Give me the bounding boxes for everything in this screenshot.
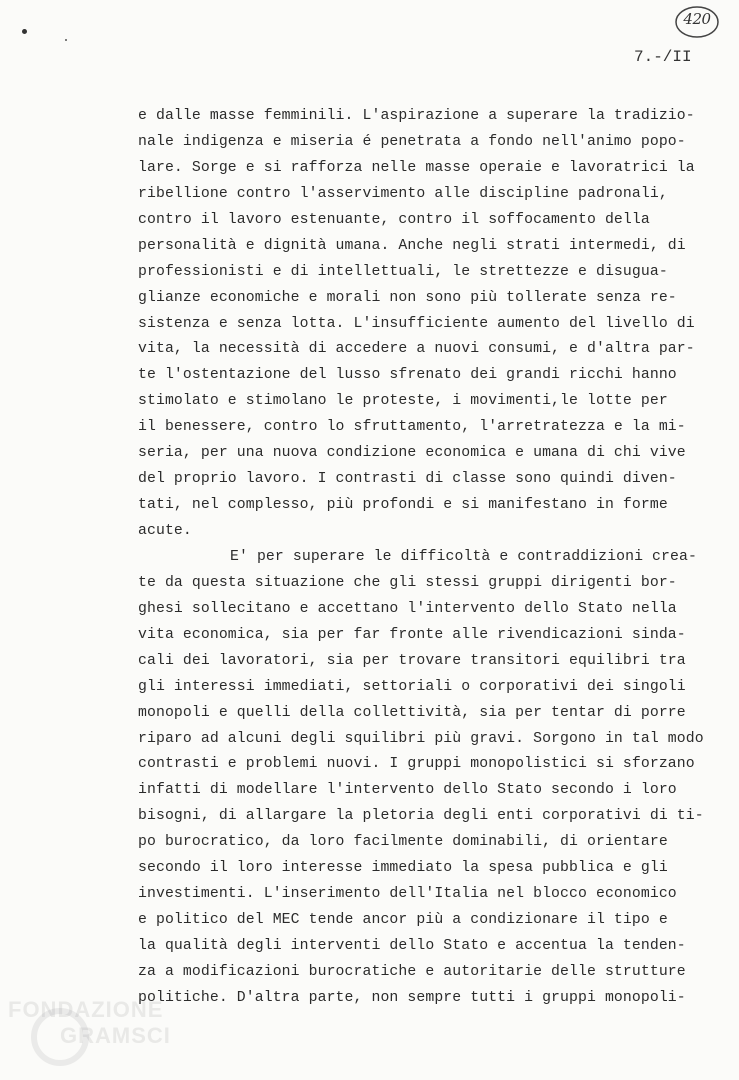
text-line: seria, per una nuova condizione economica e umana di chi vive	[138, 445, 686, 462]
archive-page-stamp	[672, 4, 722, 40]
text-line: politiche. D'altra parte, non sempre tutti i gruppi monopoli-	[138, 989, 686, 1006]
text-line: acute.	[138, 523, 192, 539]
text-line: ghesi sollecitano e accettano l'intervento dello Stato nella	[138, 600, 677, 617]
text-line: te da questa situazione che gli stessi gruppi dirigenti bor-	[138, 574, 677, 591]
ink-mark	[22, 29, 27, 34]
text-line: vita, la necessità di accedere a nuovi consumi, e d'altra par-	[138, 341, 695, 358]
text-line: investimenti. L'inserimento dell'Italia nel blocco economico	[138, 886, 677, 903]
text-line: monopoli e quelli della collettività, sia per tentar di porre	[138, 704, 686, 721]
stamp-number: 420	[683, 10, 711, 28]
text-line: contro il lavoro estenuante, contro il soffocamento della	[138, 211, 650, 228]
text-line: sistenza e senza lotta. L'insufficiente aumento del livello di	[138, 315, 695, 332]
watermark-line2: GRAMSCI	[60, 1023, 171, 1048]
text-line: e politico del MEC tende ancor più a condizionare il tipo e	[138, 912, 668, 929]
text-line: il benessere, contro lo sfruttamento, l'arretratezza e la mi-	[138, 419, 686, 436]
text-line: gli interessi immediati, settoriali o corporativi dei singoli	[138, 678, 686, 695]
body-text	[138, 104, 718, 1012]
text-line: za a modificazioni burocratiche e autoritarie delle strutture	[138, 963, 686, 980]
text-line: infatti di modellare l'intervento dello Stato secondo i loro	[138, 782, 677, 799]
text-line: vita economica, sia per far fronte alle rivendicazioni sinda-	[138, 626, 686, 643]
text-line: po burocratico, da loro facilmente dominabili, di orientare	[138, 834, 668, 851]
text-line: cali dei lavoratori, sia per trovare transitori equilibri tra	[138, 652, 686, 669]
text-line: ribellione contro l'asservimento alle discipline padronali,	[138, 185, 668, 202]
text-line: professionisti e di intellettuali, le strettezze e disugua-	[138, 263, 668, 280]
text-line: lare. Sorge e si rafforza nelle masse operaie e lavoratrici la	[138, 159, 695, 176]
text-line: secondo il loro interesse immediato la spesa pubblica e gli	[138, 860, 668, 877]
text-line: stimolato e stimolano le proteste, i movimenti,le lotte per	[138, 393, 668, 410]
text-line: glianze economiche e morali non sono più tollerate senza re-	[138, 289, 677, 306]
text-line: nale indigenza e miseria é penetrata a fondo nell'animo popo-	[138, 133, 686, 150]
text-line: riparo ad alcuni degli squilibri più gravi. Sorgono in tal modo	[138, 730, 704, 747]
text-line: contrasti e problemi nuovi. I gruppi monopolistici si sforzano	[138, 756, 695, 773]
page-number: 7.-/II	[634, 48, 692, 66]
text-line: tati, nel complesso, più profondi e si manifestano in forme	[138, 497, 668, 514]
watermark-line1: FONDAZIONE	[8, 997, 164, 1022]
text-line: e dalle masse femminili. L'aspirazione a superare la tradizio-	[138, 108, 695, 124]
text-line: la qualità degli interventi dello Stato e accentua la tenden-	[138, 938, 686, 954]
text-line: personalità e dignità umana. Anche negli strati intermedi, di	[138, 237, 686, 254]
text-line: bisogni, di allargare la pletoria degli enti corporativi di ti-	[138, 808, 704, 825]
text-line: E' per superare le difficoltà e contraddizioni crea-	[230, 548, 697, 565]
text-line: del proprio lavoro. I contrasti di classe sono quindi diven-	[138, 471, 677, 488]
ink-mark	[65, 39, 67, 41]
text-line: te l'ostentazione del lusso sfrenato dei grandi ricchi hanno	[138, 367, 677, 384]
